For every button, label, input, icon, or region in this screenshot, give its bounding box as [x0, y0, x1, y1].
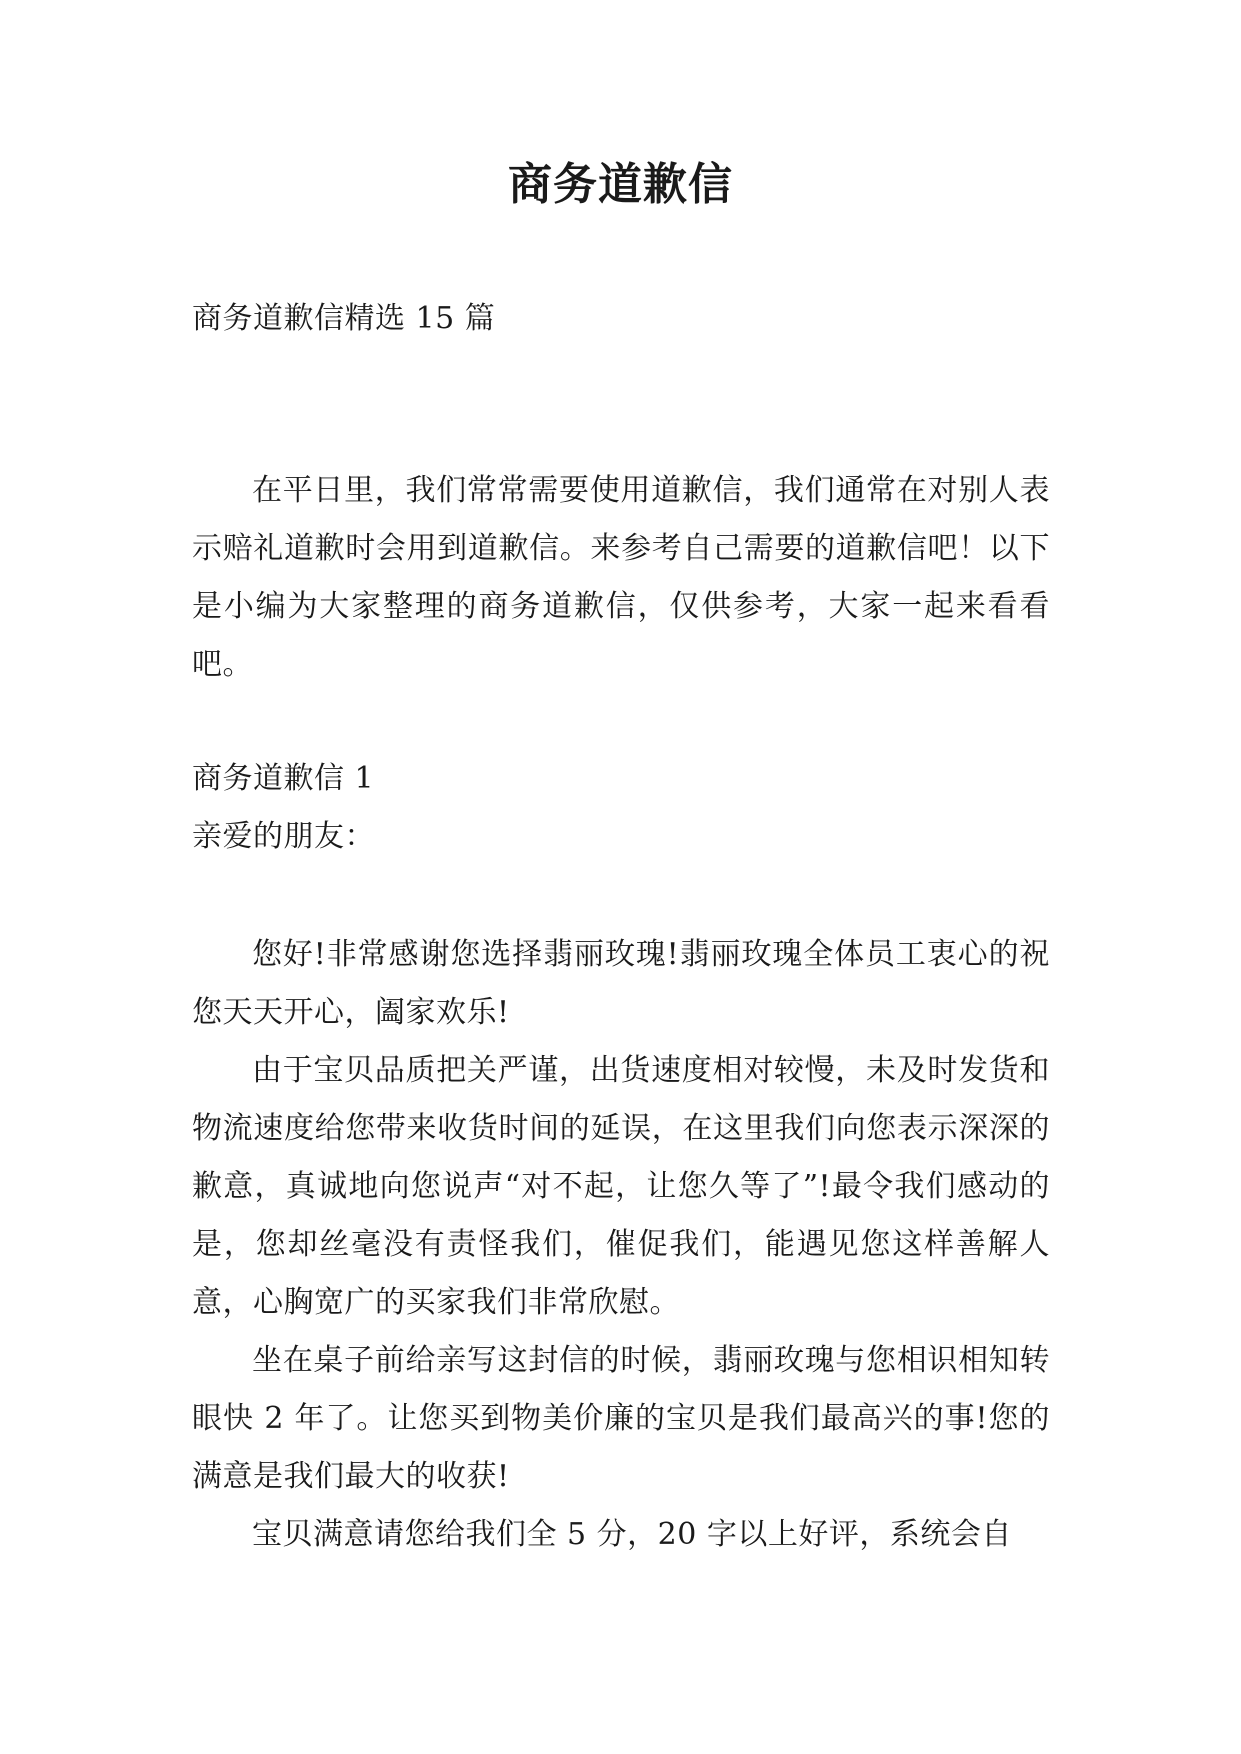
letter-header	[192, 750, 1050, 866]
letter-body	[192, 926, 1050, 1564]
letter-paragraph: 宝贝满意请您给我们全 5 分，20 字以上好评，系统会自	[252, 1517, 1012, 1552]
section-heading: 商务道歉信 1	[192, 761, 375, 796]
salutation: 亲爱的朋友：	[192, 819, 375, 854]
intro-section	[192, 462, 1050, 694]
document-subtitle: 商务道歉信精选 15 篇	[192, 301, 496, 336]
letter-paragraph: 由于宝贝品质把关严谨，出货速度相对较慢，未及时发货和物流速度给您带来收货时间的延误，在这里我们向您表示深深的歉意，真诚地向您说声“对不起，让您久等了”!最令我们感动的是，您却丝毫没有责怪我们，催促我们，能遇见您这样善解人意，心胸宽广的买家我们非常欣慰。	[192, 1053, 1050, 1320]
document-title: 商务道歉信	[508, 159, 733, 210]
letter-paragraph: 您好!非常感谢您选择翡丽玫瑰!翡丽玫瑰全体员工衷心的祝您天天开心，阖家欢乐!	[192, 937, 1050, 1030]
letter-paragraph: 坐在桌子前给亲写这封信的时候，翡丽玫瑰与您相识相知转眼快 2 年了。让您买到物美价廉的宝贝是我们最高兴的事!您的满意是我们最大的收获!	[192, 1343, 1050, 1494]
intro-paragraph: 在平日里，我们常常需要使用道歉信，我们通常在对别人表示赔礼道歉时会用到道歉信。来参考自己需要的道歉信吧！以下是小编为大家整理的商务道歉信，仅供参考，大家一起来看看吧。	[192, 473, 1050, 682]
